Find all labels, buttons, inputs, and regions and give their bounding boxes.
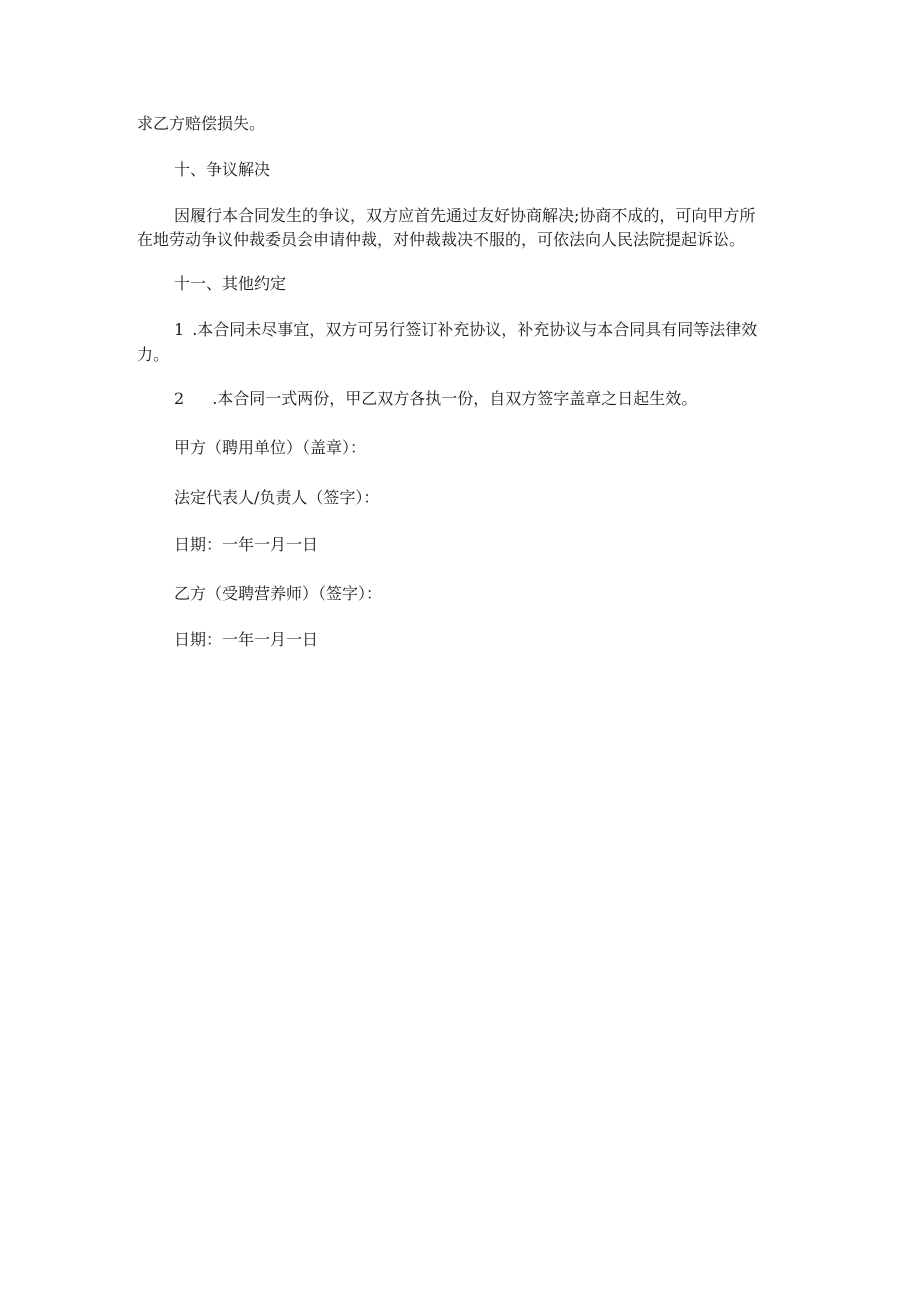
continuation-text: 求乙方赔偿损失。 (137, 114, 266, 133)
item-2-line (174, 389, 697, 409)
legal-rep-signature-line: 法定代表人/负责人（签字）： (174, 488, 380, 507)
item-1-number: 1 (174, 320, 185, 339)
item-2-text: .本合同一式两份，甲乙双方各执一份，自双方签字盖章之日起生效。 (212, 389, 698, 408)
party-a-date-line: 日期：一年一月一日 (174, 535, 319, 554)
section-10-paragraph-line-1: 因履行本合同发生的争议，双方应首先通过友好协商解决;协商不成的，可向甲方所 (174, 206, 756, 225)
party-a-signature-line: 甲方（聘用单位）（盖章）： (174, 438, 367, 457)
item-1-text: .本合同未尽事宜，双方可另行签订补充协议，补充协议与本合同具有同等法律效 (192, 320, 758, 339)
party-b-date-line: 日期：一年一月一日 (174, 630, 319, 649)
section-11-heading: 十一、其他约定 (174, 274, 287, 293)
item-1-line-2: 力。 (137, 345, 170, 364)
section-10-paragraph-line-2: 在地劳动争议仲裁委员会申请仲裁，对仲裁裁决不服的，可依法向人民法院提起诉讼。 (137, 230, 746, 249)
section-10-heading: 十、争议解决 (174, 160, 271, 179)
party-b-signature-line: 乙方（受聘营养师）（签字）： (174, 584, 383, 603)
item-1-line-1 (174, 320, 757, 340)
item-2-number: 2 (174, 389, 185, 408)
